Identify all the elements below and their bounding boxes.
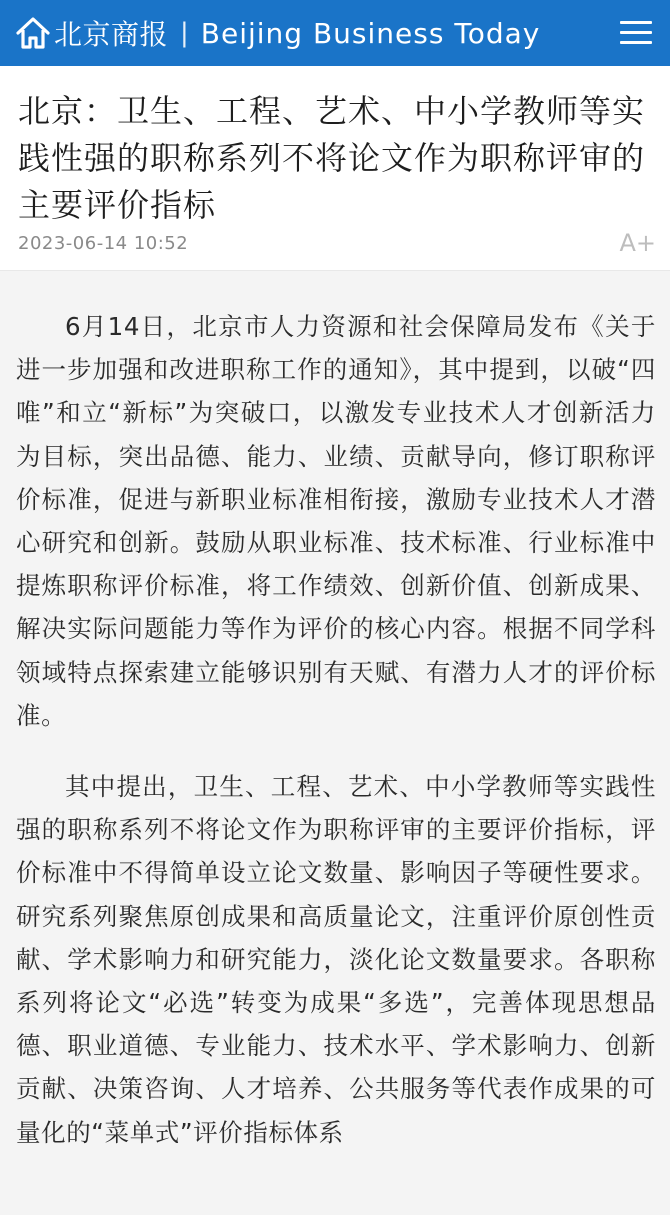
- article-paragraph: 其中提出，卫生、工程、艺术、中小学教师等实践性强的职称系列不将论文作为职称评审的主要评价指标，评价标准中不得简单设立论文数量、影响因子等硬性要求。研究系列聚焦原创成果和高质量论文，注重评价原创性贡献、学术影响力和研究能力，淡化论文数量要求。各职称系列将论文“必选”转变为成果“多选”，完善体现思想品德、职业道德、专业能力、技术水平、学术影响力、创新贡献、决策咨询、人才培养、公共服务等代表作成果的可量化的“菜单式”评价指标体系: [16, 772, 656, 1147]
- fade-overlay: [460, 1168, 670, 1215]
- article-header: [0, 66, 670, 271]
- article-title: 北京：卫生、工程、艺术、中小学教师等实践性强的职称系列不将论文作为职称评审的主要评价指标: [18, 92, 646, 224]
- home-icon[interactable]: [14, 14, 52, 52]
- brand-name-en[interactable]: Beijing Business Today: [200, 16, 541, 50]
- brand-separator: |: [180, 18, 189, 48]
- publish-timestamp: 2023-06-14 10:52: [18, 233, 189, 254]
- article-body: [16, 305, 656, 1182]
- brand-name-cn[interactable]: 北京商报: [54, 18, 169, 51]
- hamburger-menu-icon[interactable]: [616, 14, 656, 52]
- article-meta: [18, 229, 656, 259]
- top-bar: [0, 0, 670, 66]
- font-size-button[interactable]: A+: [619, 229, 656, 257]
- article-paragraph: 6月14日，北京市人力资源和社会保障局发布《关于进一步加强和改进职称工作的通知》，其中提到，以破“四唯”和立“新标”为突破口，以激发专业技术人才创新活力为目标，突出品德、能力、业绩、贡献导向，修订职称评价标准，促进与新职业标准相衔接，激励专业技术人才潜心研究和创新。鼓励从职业标准、技术标准、行业标准中提炼职称评价标准，将工作绩效、创新价值、创新成果、解决实际问题能力等作为评价的核心内容。根据不同学科领域特点探索建立能够识别有天赋、有潜力人才的评价标准。: [16, 312, 656, 730]
